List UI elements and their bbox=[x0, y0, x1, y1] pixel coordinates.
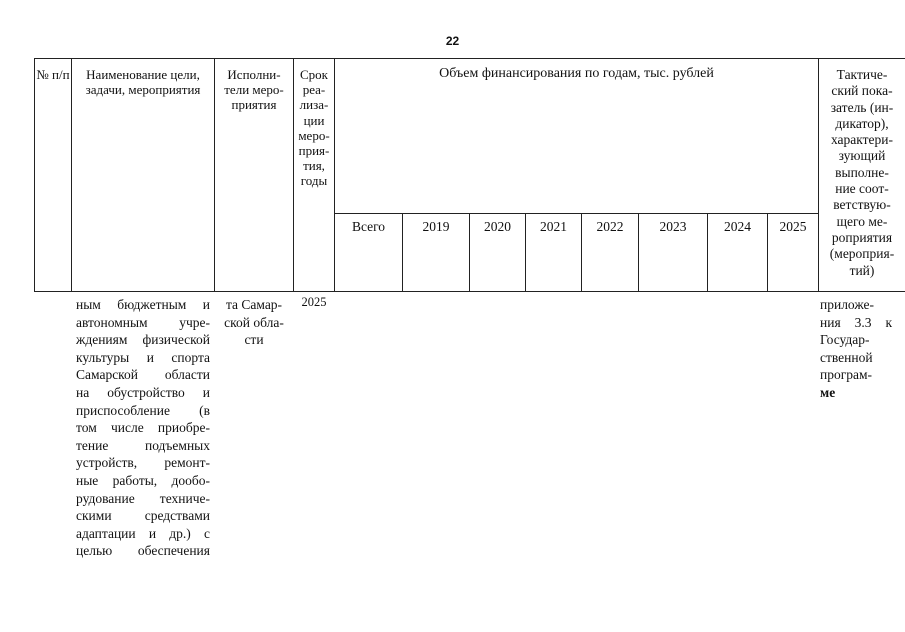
row-name-line: ждениям физической bbox=[76, 332, 210, 348]
header-executors-line: приятия bbox=[231, 97, 277, 113]
subheader-year: 2020 bbox=[484, 219, 511, 234]
row-name-line: автономным учре- bbox=[76, 314, 210, 330]
row-name-line: скими средствами bbox=[76, 508, 210, 524]
row-name-line: том числе приобре- bbox=[76, 420, 210, 436]
subheader-year: 2022 bbox=[596, 219, 624, 234]
subheader-year: 2021 bbox=[540, 219, 567, 234]
subheader-year: 2024 bbox=[724, 219, 751, 234]
subheader-year: 2023 bbox=[659, 219, 687, 234]
row-executors-line: та Самар- bbox=[225, 297, 283, 312]
row-indicator-line: ния 3.3 к bbox=[820, 314, 892, 330]
header-indicator bbox=[819, 67, 905, 279]
header-indicator-line: дикатор), bbox=[835, 115, 889, 131]
header-funding: Объем финансирования по годам, тыс. рублей bbox=[439, 66, 714, 81]
subheader-total: Всего bbox=[351, 219, 386, 234]
row-indicator-line: приложе- bbox=[820, 297, 874, 312]
header-indicator-line: ветствую- bbox=[833, 197, 891, 213]
row-name bbox=[76, 296, 210, 560]
row-name-line: целью обеспечения bbox=[76, 543, 210, 559]
header-indicator-line: роприятия bbox=[831, 229, 893, 245]
header-term-line: лиза- bbox=[299, 97, 329, 113]
row-executors-line: ской обла- bbox=[224, 314, 284, 330]
row-name-line: ным бюджетным и bbox=[76, 297, 210, 312]
row-name-line: приспособление (в bbox=[76, 402, 210, 418]
row-indicator-line: Государ- bbox=[820, 332, 870, 348]
row-name-line: культуры и спорта bbox=[76, 349, 210, 365]
header-indicator-line: выполне- bbox=[835, 164, 889, 180]
header-executors-line: Исполни- bbox=[227, 67, 281, 82]
row-indicator-line: ме bbox=[820, 384, 836, 400]
row-term: 2025 bbox=[301, 295, 327, 309]
subheader-year: 2025 bbox=[779, 219, 807, 234]
header-name: Наименование цели, задачи, мероприятия bbox=[85, 67, 201, 98]
header-executors-line: тели меро- bbox=[224, 82, 284, 98]
header-executors bbox=[215, 67, 293, 113]
header-term-line: тия, bbox=[303, 158, 325, 174]
header-term bbox=[294, 67, 334, 189]
header-indicator-line: щего ме- bbox=[836, 213, 888, 229]
header-term-line: прия- bbox=[298, 143, 330, 159]
header-term-line: годы bbox=[300, 173, 328, 189]
header-indicator-line: тий) bbox=[849, 262, 875, 278]
header-term-line: меро- bbox=[298, 127, 330, 143]
header-indicator-line: ский пока- bbox=[831, 83, 893, 99]
row-indicator-line: ственной bbox=[820, 349, 873, 365]
row-name-line: рудование техниче- bbox=[76, 490, 210, 506]
row-executors bbox=[215, 296, 293, 349]
header-indicator-line: Тактиче- bbox=[836, 67, 888, 82]
row-name-line: Самарской области bbox=[76, 367, 210, 383]
header-number: № п/п bbox=[36, 67, 70, 82]
header-indicator-line: (мероприя- bbox=[829, 246, 895, 262]
header-term-line: ции bbox=[303, 112, 325, 128]
row-indicator-line: програм- bbox=[820, 367, 873, 383]
header-term-line: Срок bbox=[300, 67, 328, 82]
header-term-line: реа- bbox=[302, 82, 326, 98]
row-name-line: адаптации и др.) с bbox=[76, 525, 210, 541]
row-executors-line: сти bbox=[244, 332, 264, 348]
header-indicator-line: зующий bbox=[838, 148, 886, 164]
page-number: 22 bbox=[445, 34, 460, 48]
row-name-line: на обустройство и bbox=[76, 384, 210, 400]
subheader-year: 2019 bbox=[422, 219, 450, 234]
row-name-line: тение подъемных bbox=[76, 437, 210, 453]
row-indicator bbox=[820, 296, 892, 402]
header-indicator-line: характери- bbox=[830, 132, 894, 148]
row-name-line: ные работы, дообо- bbox=[76, 472, 210, 488]
header-indicator-line: затель (ин- bbox=[830, 99, 894, 115]
row-name-line: устройств, ремонт- bbox=[76, 455, 210, 471]
header-indicator-line: ние соот- bbox=[835, 181, 889, 197]
